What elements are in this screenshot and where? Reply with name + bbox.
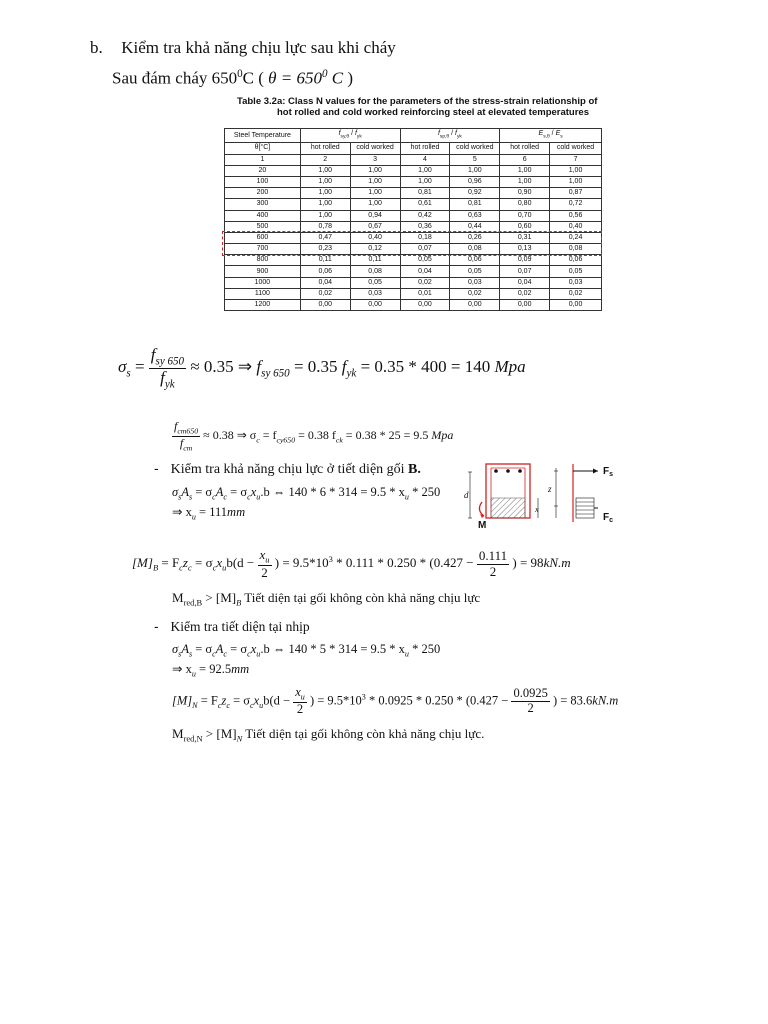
- value-cell: 0,02: [300, 288, 350, 299]
- value-cell: 0,94: [350, 210, 400, 221]
- class-n-table-wrapper: [224, 128, 602, 328]
- value-cell: 0,02: [400, 277, 450, 288]
- value-cell: 1,00: [500, 176, 550, 187]
- value-cell: 0,56: [550, 210, 602, 221]
- bullet-midspan-check: - Kiểm tra tiết diện tại nhịp: [154, 619, 310, 634]
- value-cell: 0,13: [500, 244, 550, 255]
- value-cell: 1,00: [400, 176, 450, 187]
- temperature-cell: 1100: [225, 288, 301, 299]
- value-cell: 0,03: [550, 277, 602, 288]
- temperature-cell: 500: [225, 221, 301, 232]
- table-row: [225, 255, 602, 266]
- value-cell: 0,06: [300, 266, 350, 277]
- temperature-cell: 400: [225, 210, 301, 221]
- value-cell: 0,03: [450, 277, 500, 288]
- value-cell: 0,07: [400, 244, 450, 255]
- value-cell: 0,87: [550, 188, 602, 199]
- temperature-cell: 700: [225, 244, 301, 255]
- value-cell: 0,00: [300, 300, 350, 311]
- value-cell: 0,47: [300, 232, 350, 243]
- section-label: b.: [90, 38, 103, 57]
- value-cell: 0,09: [500, 255, 550, 266]
- value-cell: 0,67: [350, 221, 400, 232]
- value-cell: 1,00: [450, 165, 500, 176]
- conclusion-support: $M_{red,B} > [M]_B$ Tiết diện tại gối không còn khả năng chịu lực: [172, 590, 481, 608]
- value-cell: 0,18: [400, 232, 450, 243]
- value-cell: 0,40: [550, 221, 602, 232]
- value-cell: 0,06: [450, 255, 500, 266]
- highlight-box: [222, 231, 602, 255]
- value-cell: 0,24: [550, 232, 602, 243]
- column-number: 5: [450, 154, 500, 165]
- group-header-fsy: $f_{sy,\theta} / f_{yk}$: [300, 129, 400, 143]
- value-cell: 0,05: [400, 255, 450, 266]
- table-row: [225, 288, 602, 299]
- value-cell: 0,04: [400, 266, 450, 277]
- value-cell: 1,00: [500, 165, 550, 176]
- table-caption: Table 3.2a: Class N values for the parameters of the stress-strain relationship of hot rolled and cold worked reinforcing steel at elevated temperatures: [237, 96, 598, 118]
- value-cell: 1,00: [550, 176, 602, 187]
- column-number: 1: [225, 154, 301, 165]
- equation-moment-b: $[M]_B = F_cz_c = \sigma_cx_ub(d$ − $\frac{x_u}{2}$ ) = $9.5*10^3 * 0.111 * 0.250 * (0.427$ − $\frac{0.111}{2}$ ) = 98kN.m: [132, 547, 571, 580]
- value-cell: 0,90: [500, 188, 550, 199]
- table-row: [225, 165, 602, 176]
- value-cell: 0,40: [350, 232, 400, 243]
- subheader: hot rolled: [500, 143, 550, 154]
- table-row: [225, 266, 602, 277]
- value-cell: 0,02: [550, 288, 602, 299]
- value-cell: 0,78: [300, 221, 350, 232]
- group-header-es: $E_{s,\theta} / E_s$: [500, 129, 602, 143]
- value-cell: 0,07: [500, 266, 550, 277]
- column-number: 3: [350, 154, 400, 165]
- conclusion-midspan: $M_{red,N} > [M]_N$ Tiết diện tại gối không còn khả năng chịu lực.: [172, 726, 485, 744]
- value-cell: 0,70: [500, 210, 550, 221]
- temperature-cell: 1200: [225, 300, 301, 311]
- section-heading: [90, 38, 396, 58]
- value-cell: 1,00: [300, 210, 350, 221]
- value-cell: 0,81: [400, 188, 450, 199]
- equation-steel-stress: $\sigma_s$ = $\frac{f_{sy 650}}{f_{yk}}$ ≈ 0.35 ⇒ $f_{sy 650} = 0.35$ $f_{yk} = 0.35 * 400 = 140$ Mpa: [118, 345, 526, 390]
- section-diagram: [458, 460, 658, 532]
- value-cell: 0,06: [550, 255, 602, 266]
- value-cell: 0,08: [350, 266, 400, 277]
- value-cell: 0,12: [350, 244, 400, 255]
- equation-xu-b: ⇒ $x_u = 111mm$: [172, 505, 246, 522]
- subheader: cold worked: [350, 143, 400, 154]
- subheader: cold worked: [450, 143, 500, 154]
- value-cell: 1,00: [300, 165, 350, 176]
- value-cell: 0,05: [350, 277, 400, 288]
- header-theta: θ[°C]: [225, 143, 301, 154]
- value-cell: 0,63: [450, 210, 500, 221]
- value-cell: 0,11: [300, 255, 350, 266]
- equation-xu-n: ⇒ $x_u = 92.5mm$: [172, 662, 250, 679]
- fs-label: $F_s$: [603, 466, 614, 478]
- value-cell: 0,00: [500, 300, 550, 311]
- subheader: hot rolled: [400, 143, 450, 154]
- value-cell: 1,00: [400, 165, 450, 176]
- value-cell: 0,42: [400, 210, 450, 221]
- subheader: hot rolled: [300, 143, 350, 154]
- value-cell: 0,96: [450, 176, 500, 187]
- value-cell: 0,00: [550, 300, 602, 311]
- value-cell: 1,00: [350, 165, 400, 176]
- temperature-cell: 1000: [225, 277, 301, 288]
- value-cell: 0,60: [500, 221, 550, 232]
- table-row: [225, 188, 602, 199]
- value-cell: 0,05: [450, 266, 500, 277]
- bullet-support-check: - Kiểm tra khả năng chịu lực ở tiết diện gối B.: [154, 460, 421, 477]
- value-cell: 0,11: [350, 255, 400, 266]
- xu-label: x: [535, 505, 539, 514]
- value-cell: 0,08: [450, 244, 500, 255]
- table-row: [225, 176, 602, 187]
- table-row: [225, 199, 602, 210]
- table-row: [225, 300, 602, 311]
- temperature-cell: 200: [225, 188, 301, 199]
- value-cell: 1,00: [350, 188, 400, 199]
- value-cell: 0,72: [550, 199, 602, 210]
- value-cell: 0,03: [350, 288, 400, 299]
- value-cell: 1,00: [350, 176, 400, 187]
- temperature-cell: 900: [225, 266, 301, 277]
- value-cell: 1,00: [350, 199, 400, 210]
- column-number: 2: [300, 154, 350, 165]
- value-cell: 0,05: [550, 266, 602, 277]
- value-cell: 0,36: [400, 221, 450, 232]
- value-cell: 0,02: [500, 288, 550, 299]
- value-cell: 0,08: [550, 244, 602, 255]
- value-cell: 0,26: [450, 232, 500, 243]
- value-cell: 0,81: [450, 199, 500, 210]
- value-cell: 1,00: [550, 165, 602, 176]
- fc-label: $F_c$: [603, 512, 614, 524]
- column-number: 7: [550, 154, 602, 165]
- value-cell: 0,44: [450, 221, 500, 232]
- column-number: 4: [400, 154, 450, 165]
- subheader: cold worked: [550, 143, 602, 154]
- value-cell: 0,92: [450, 188, 500, 199]
- value-cell: 0,31: [500, 232, 550, 243]
- section-title: Kiểm tra khả năng chịu lực sau khi cháy: [121, 38, 396, 57]
- temperature-cell: 100: [225, 176, 301, 187]
- value-cell: 0,00: [400, 300, 450, 311]
- value-cell: 0,61: [400, 199, 450, 210]
- header-temp: Steel Temperature: [225, 129, 301, 143]
- value-cell: 0,04: [300, 277, 350, 288]
- lever-arm-label: z: [548, 484, 552, 494]
- value-cell: 0,02: [450, 288, 500, 299]
- value-cell: 0,80: [500, 199, 550, 210]
- depth-label: d: [464, 490, 469, 500]
- moment-label: M: [478, 520, 487, 531]
- fire-condition-line: Sau đám cháy $650^0C$ ( $\theta = 650^0$ C ): [112, 68, 354, 88]
- class-n-table: [224, 128, 602, 311]
- value-cell: 0,04: [500, 277, 550, 288]
- value-cell: 0,00: [450, 300, 500, 311]
- value-cell: 0,01: [400, 288, 450, 299]
- equation-force-balance-n: $\sigma_sA_s = \sigma_cA_c = \sigma_cx_u.b$ ⇔ $140 * 5 * 314 = 9.5 * x_u * 250$: [172, 642, 441, 659]
- temperature-cell: 20: [225, 165, 301, 176]
- temperature-cell: 800: [225, 255, 301, 266]
- value-cell: 1,00: [300, 199, 350, 210]
- group-header-fsp: $f_{sp,\theta} / f_{yk}$: [400, 129, 500, 143]
- table-row: [225, 277, 602, 288]
- equation-moment-n: $[M]_N = F_cz_c = \sigma_cx_ub(d$ − $\frac{x_u}{2}$ ) = $9.5*10^3 * 0.0925 * 0.250 * (0.427$ − $\frac{0.0925}{2}$ ) = 83.6kN.m: [172, 685, 619, 717]
- temperature-cell: 600: [225, 232, 301, 243]
- value-cell: 1,00: [300, 188, 350, 199]
- value-cell: 1,00: [300, 176, 350, 187]
- equation-concrete-stress: $\frac{f_{cm650}}{f_{cm}}$ ≈ 0.38 ⇒ $\sigma_c = f_{cy650} = 0.38$ $f_{ck} = 0.38 * 25 = 9.5$ Mpa: [174, 419, 454, 453]
- column-number: 6: [500, 154, 550, 165]
- temperature-cell: 300: [225, 199, 301, 210]
- equation-force-balance-b: $\sigma_sA_s = \sigma_cA_c = \sigma_cx_u.b$ ⇔ $140 * 6 * 314 = 9.5 * x_u * 250$: [172, 485, 441, 502]
- table-row: [225, 210, 602, 221]
- value-cell: 0,23: [300, 244, 350, 255]
- value-cell: 0,00: [350, 300, 400, 311]
